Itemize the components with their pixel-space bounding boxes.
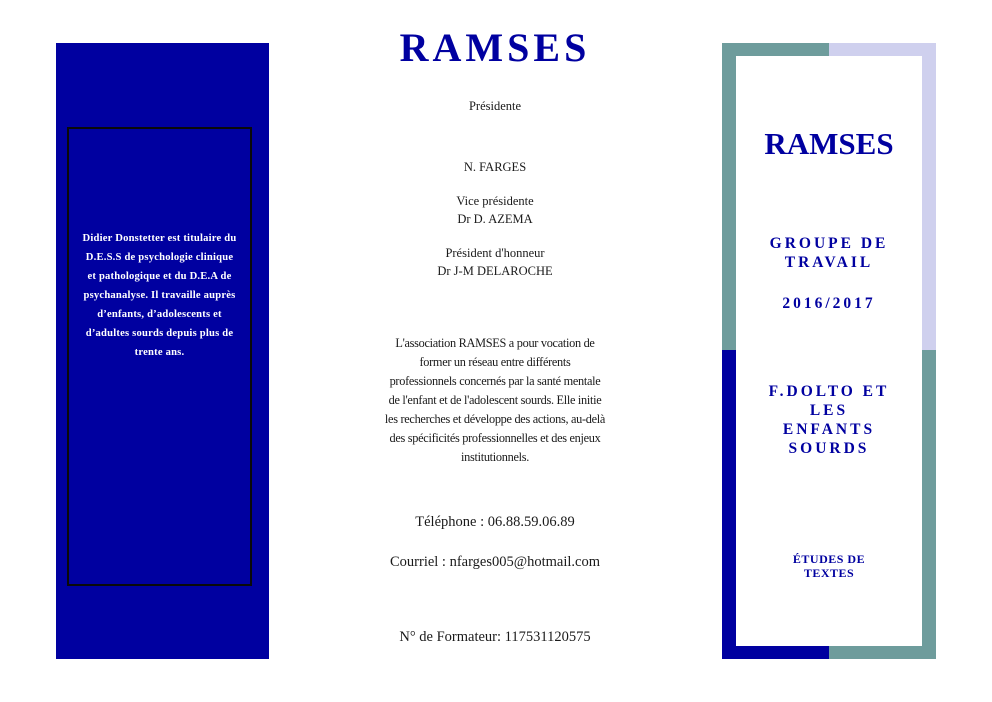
description-line: de l'enfant et de l'adolescent sourds. Elle initie	[388, 393, 602, 407]
cover-title: RAMSES	[764, 126, 894, 161]
honorary-president-label: Président d'honneur	[445, 246, 545, 260]
bio-line: d’adultes sourds depuis plus de	[85, 328, 234, 339]
cover-studies-line: TEXTES	[803, 566, 855, 580]
president-label: Présidente	[468, 99, 522, 113]
description-line: des spécificités professionnelles et des enjeux	[389, 431, 601, 445]
association-description	[360, 334, 630, 467]
bio-line: Didier Donstetter est titulaire du	[82, 233, 237, 244]
cover-year: 2016/2017	[782, 295, 876, 312]
cover-subject-line: SOURDS	[788, 440, 870, 457]
cover-group-label	[736, 234, 922, 272]
description-line: institutionnels.	[461, 450, 529, 464]
vice-president-name: Dr D. AZEMA	[457, 212, 533, 226]
phone-number: Téléphone : 06.88.59.06.89	[415, 514, 575, 530]
honorary-president-name: Dr J-M DELAROCHE	[437, 264, 553, 278]
cover-subject	[736, 382, 922, 458]
author-bio	[79, 229, 241, 362]
description-line: professionnels concernés par la santé mentale	[389, 374, 601, 388]
cover-group-line: TRAVAIL	[784, 254, 874, 271]
vice-president-label: Vice présidente	[456, 194, 534, 208]
bio-line: et pathologique et du D.E.A de	[87, 271, 232, 282]
cover-studies-line: ÉTUDES DE	[792, 552, 866, 566]
bio-line: D.E.S.S de psychologie clinique	[85, 252, 234, 263]
cover-subject-line: LES	[809, 402, 849, 419]
association-title: RAMSES	[399, 25, 591, 70]
cover-studies-label	[736, 552, 922, 580]
email-address: Courriel : nfarges005@hotmail.com	[389, 554, 600, 570]
cover-group-line: GROUPE DE	[769, 235, 889, 252]
bio-line: psychanalyse. Il travaille auprès	[83, 290, 236, 301]
trainer-number: N° de Formateur: 117531120575	[399, 629, 591, 645]
bio-frame	[67, 127, 252, 586]
president-name: N. FARGES	[463, 160, 527, 174]
description-line: les recherches et développe des actions, au-delà	[384, 412, 606, 426]
cover-subject-line: ENFANTS	[782, 421, 876, 438]
cover-inner-page	[736, 56, 922, 646]
description-line: L'association RAMSES a pour vocation de	[395, 336, 595, 350]
cover-subject-line: F.DOLTO ET	[768, 383, 890, 400]
left-panel	[56, 43, 269, 659]
bio-line: d’enfants, d’adolescents et	[97, 309, 222, 320]
description-line: former un réseau entre différents	[419, 355, 571, 369]
cover-panel	[722, 43, 936, 659]
bio-line: trente ans.	[134, 347, 185, 358]
